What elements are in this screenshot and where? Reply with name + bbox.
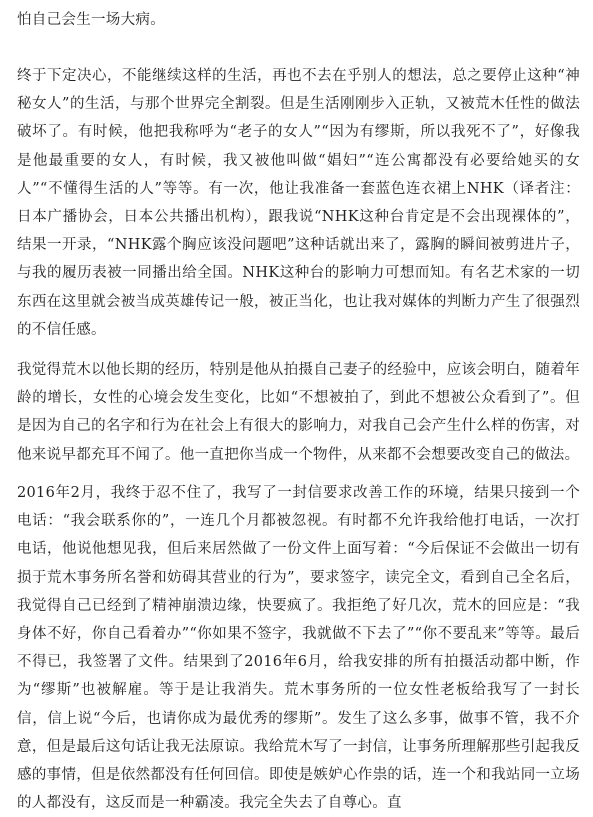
paragraph-araki-experience: 我觉得荒木以他长期的经历，特别是他从拍摄自己妻子的经验中，应该会明白，随着年龄的增长，女性的心境会发生变化，比如“不想被拍了，到此不想被公众看到了”。但是因为自己的名字和行为在社会上有很大的影响力，对我自己会产生什么样的伤害，对他来说早都充耳不闻了。他一直把你当成一个物件，从来都不会想要改变自己的做法。 (17, 362, 580, 463)
paragraph-decision: 终于下定决心，不能继续这样的生活，再也不去在乎别人的想法，总之要停止这种“神秘女人”的生活，与那个世界完全割裂。但是生活刚刚步入正轨，又被荒木任性的做法破坏了。有时候，他把我称呼为“老子的女人”“因为有缪斯，所以我死不了”，好像我是他最重要的女人，有时候，我又被他叫做“娼妇”“连公寓都没有必要给她买的女人”“不懂得生活的人”等等。有一次，他让我准备一套蓝色连衣裙上NHK（译者注：日本广播协会，日本公共播出机构），跟我说“NHK这种台肯定是不会出现裸体的”，结果一开录，“NHK露个胸应该没问题吧”这种话就出来了，露胸的瞬间被剪进片子，与我的履历表被一同播出给全国。NHK这种台的影响力可想而知。有名艺术家的一切东西在这里就会被当成英雄传记一般，被正当化，也让我对媒体的判断力产生了很强烈的不信任感。 (17, 68, 580, 338)
paragraph-intro-fragment: 怕自己会生一场大病。 (17, 12, 165, 28)
paragraph-2016-letter: 2016年2月，我终于忍不住了，我写了一封信要求改善工作的环境，结果只接到一个电话：“我会联系你的”，一连几个月都被忽视。有时都不允许我给他打电话，一次打电话，他说他想见我，但后来居然做了一份文件上面写着：“今后保证不会做出一切有损于荒木事务所名誉和妨碍其营业的行为”，要求签字，读完全文，看到自己全名后，我觉得自己已经到了精神崩溃边缘，快要疯了。我拒绝了好几次，荒木的回应是：“我身体不好，你自己看着办”“你如果不签字，我就做不下去了”“你不要乱来”等等。最后不得已，我签署了文件。结果到了2016年6月，给我安排的所有拍摄活动都中断，作为“缪斯”也被解雇。等于是让我消失。荒木事务所的一位女性老板给我写了一封长信，信上说“今后，也请你成为最优秀的缪斯”。发生了这么多事，做事不管，我不介意，但是最后这句话让我无法原谅。我给荒木写了一封信，让事务所理解那些引起我反感的事情，但是依然都没有任何回信。即使是嫉妒心作祟的话，连一个和我站同一立场的人都没有，这反而是一种霸凌。我完全失去了自尊心。直 (17, 485, 580, 812)
